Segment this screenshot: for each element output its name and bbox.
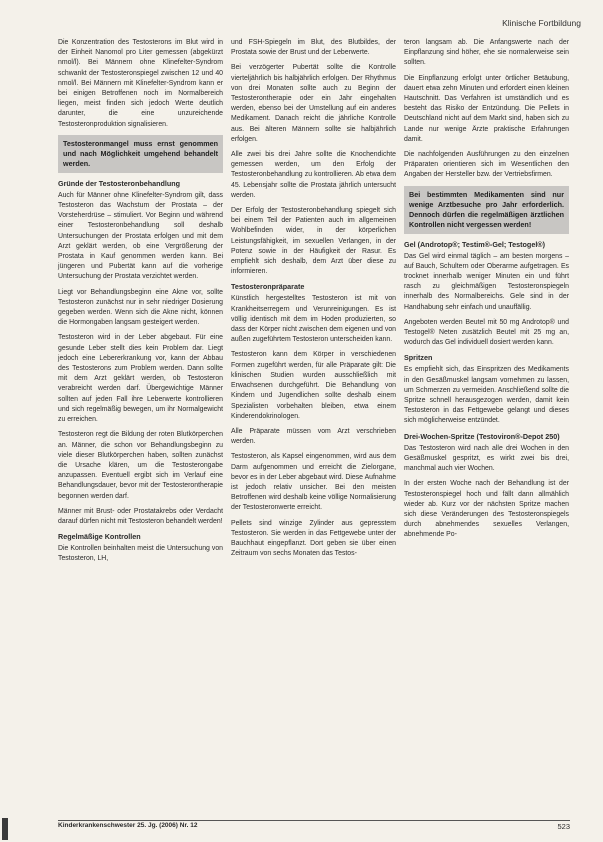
paragraph: Das Gel wird einmal täglich – am besten morgens – auf Bauch, Schultern oder Oberarme aufgetragen. Es trocknet innerhalb weniger Minuten ein und führt rasch zu gleichmäßigen Testosteronspiegeln innerhalb des Normalbereichs. Gele sind in der Handhabung sehr einfach und unauffällig. [404, 252, 569, 311]
paragraph: und FSH-Spiegeln im Blut, des Blutbildes, der Prostata sowie der Brust und der Leberwerte. [231, 39, 396, 57]
paragraph: Liegt vor Behandlungsbeginn eine Akne vor, sollte Testosteron zunächst nur in sehr niedriger Dosierung gegeben werden. Wenn sich die Akne nicht, können die Hormongaben langsam gesteigert werden. [58, 288, 223, 327]
paragraph: Pellets sind winzige Zylinder aus gepresstem Testosteron. Sie werden in das Fettgewebe unter der Bauchhaut eingepflanzt. Dort geben sie über einen Zeitraum von sechs Monaten das Testos- [231, 519, 396, 558]
paragraph: In der ersten Woche nach der Behandlung ist der Testosteronspiegel hoch und fällt dann allmählich wieder ab. Kurz vor der nächsten Spritze machen sich diese Veränderungen des Testosteronspiegels durch abnehmendes sexuelles Verlangen, abnehmende Po- [404, 480, 569, 539]
paragraph: Männer mit Brust- oder Prostatakrebs oder Verdacht darauf dürfen nicht mit Testosteron behandelt werden! [58, 507, 223, 525]
paragraph: Alle Präparate müssen vom Arzt verschrieben werden. [231, 427, 396, 446]
highlight-box [58, 135, 223, 173]
paragraph: Die nachfolgenden Ausführungen zu den einzelnen Präparaten orientieren sich im Wesentlichen den Angaben der Hersteller bzw. der Vertriebsfirmen. [404, 151, 569, 179]
column-3 [404, 38, 569, 546]
subheading: Gel (Androtop®; Testim®-Gel; Testogel®) [404, 239, 546, 249]
scan-edge-mark [2, 818, 8, 840]
paragraph: Es empfiehlt sich, das Einspritzen des Medikaments in den Gesäßmuskel langsam vornehmen zu lassen, um Schmerzen zu vermeiden. Anschließend sollte die Spritze schnell herausgezogen werden, damit kein Testosteron in das Fettgewebe gelangt und dieses sich möglicherweise entzündet. [404, 366, 569, 425]
paragraph: Angeboten werden Beutel mit 50 mg Androtop® und Testogel® Neten zusätzlich Beutel mit 25 mg an, wodurch das Gel individuell dosiert werden kann. [404, 318, 569, 347]
paragraph: teron langsam ab. Die Anfangswerte nach der Einpflanzung sind höher, ehe sie normalerweise sein sollten. [404, 39, 569, 67]
paragraph: Testosteron, als Kapsel eingenommen, wird aus dem Darm aufgenommen und erreicht die Zielorgane, bevor es in der Leber abgebaut wird. Diese Aufnahme ist jedoch relativ unsicher. Bei den meisten Betroffenen wird deshalb keine völlige Normalisierung der Testosteronwerte erreicht. [231, 453, 396, 512]
paragraph: Testosteron wird in der Leber abgebaut. Für eine gesunde Leber stellt dies kein Problem dar. Liegt jedoch eine Lebererkrankung vor, kann der Abbau des Testosterons zum Problem werden. Dann sollte mit dem Arzt geklärt werden, ob Testosteron verabreicht werden darf. Übergewichtige Männer sollten auf jeden Fall ihre Leberwerte kontrollieren und sich regelmäßig bewegen, um ihr Normalgewicht zu erreichen. [58, 334, 223, 424]
paragraph: Künstlich hergestelltes Testosteron ist mit von Krankheitserregern und Verunreinigungen. Es ist völlig identisch mit dem im Hoden produzierten, so dass der Körper nicht zwischen dem eigenen und von außen zugeführtem Testosteron unterscheiden kann. [231, 295, 396, 344]
highlight-box [404, 186, 569, 234]
subheading: Drei-Wochen-Spritze (Testoviron®-Depot 250) [404, 431, 560, 441]
paragraph: Testosteron kann dem Körper in verschiedenen Formen zugeführt werden, für alle Präparate gilt: Die klinischen Studien wurden ausschließlich mit Erwachsenen durchgeführt. Die Behandlung von Kindern und Jugendlichen sollte deshalb einem Spezialisten vorbehalten bleiben, etwa einem Kinderendokrinologen. [231, 351, 396, 420]
subheading: Regelmäßige Kontrollen [58, 532, 141, 542]
subheading: Spritzen [404, 353, 433, 363]
paragraph: Alle zwei bis drei Jahre sollte die Knochendichte gemessen werden, um den Erfolg der Testosteronbehandlung zu kontrollieren. Ab etwa dem 45. Lebensjahr sollte die Prostata jährlich untersucht werden. [231, 151, 396, 199]
paragraph: Testosteron regt die Bildung der roten Blutkörperchen an. Männer, die schon vor Behandlungsbeginn zu viele dieser Blutkörperchen haben, sollten zunächst die Ursache klären, um die Testosterongabe anzupassen. Eventuell ergibt sich im Verlauf eine Behandlungsdauer, bevor mit der Testosterontherapie begonnen werden darf. [58, 431, 223, 500]
paragraph: Das Testosteron wird nach alle drei Wochen in den Gesäßmuskel gespritzt, es wirkt zwei bis drei, manchmal auch vier Wochen. [404, 444, 569, 473]
paragraph: Der Erfolg der Testosteronbehandlung spiegelt sich bei einem Teil der Patienten auch im allgemeinen Wohlbefinden wider, in der körperlichen Leistungsfähigkeit, im sexuellen Verlangen, in der Potenz sowie in der Häufigkeit der Rasur. Es empfiehlt sich deshalb, dem Arzt über diese zu informieren. [231, 207, 396, 276]
column-2 [231, 38, 396, 564]
paragraph: Auch für Männer ohne Klinefelter-Syndrom gilt, dass Testosteron das Wachstum der Prostata – der Vorsteherdrüse – stimuliert. Vor Beginn und während einer Testosteronbehandlung soll deshalb Untersuchungen der Prostata erfolgen und mit dem Arzt geklärt werden, ob eine Vergrößerung der Prostata in Kauf genommen werden kann. Bei jüngeren und Pubertät kann auf die vorherige Untersuchung der Prostata verzichtet werden. [58, 191, 223, 281]
paragraph: Die Konzentration des Testosterons im Blut wird in der Einheit Nanomol pro Liter gemessen (abgekürzt nmol/l). Bei Männern ohne Klinefelter-Syndrom schwankt der Testosteronspiegel zwischen 12 und 40 nmol/l. Bei Männern mit Klinefelter-Syndrom kann er bei einigen Betroffenen noch im Normalbereich liegen, meist finden sich jedoch Werte deutlich darunter, die eine unzureichende Testosteronproduktion signalisieren. [58, 39, 223, 128]
journal-citation: Kinderkrankenschwester 25. Jg. (2006) Nr. 12 [58, 822, 198, 829]
paragraph: Die Kontrollen beinhalten meist die Untersuchung von Testosteron, LH, [58, 545, 223, 563]
column-1 [58, 38, 223, 570]
paragraph: Die Einpflanzung erfolgt unter örtlicher Betäubung, dauert etwa zehn Minuten und erfordert einen kleinen Hautschnitt. Das Verfahren ist umständlich und es besteht das Risiko der Entzündung. Die Pellets in Deutschland nicht auf dem Markt sind, haben sich zu Lande nur wenige Ärzte praktische Erfahrungen damit. [404, 74, 569, 143]
page-number: 523 [557, 822, 570, 831]
highlight-text: Bei bestimmten Medikamenten sind nur wenige Arztbesuche pro Jahr erforderlich. Dennoch dürfen die regelmäßigen ärztlichen Kontrollen nicht vergessen werden! [409, 189, 564, 229]
section-header: Klinische Fortbildung [502, 18, 581, 28]
subheading: Gründe der Testosteronbehandlung [58, 178, 181, 188]
highlight-text: Testosteronmangel muss ernst genommen und nach Möglichkeit umgehend behandelt werden. [63, 138, 218, 168]
subheading: Testosteronpräparate [231, 282, 305, 292]
paragraph: Bei verzögerter Pubertät sollte die Kontrolle vierteljährlich bis halbjährlich erfolgen. Der Rhythmus von drei Monaten sollte auch zu Beginn der Testosterontherapie oder ein Jahr eingehalten werden, ebenso bei der Umstellung auf ein anderes Medikament. Danach reicht die jährliche Kontrolle aus. Bei älteren Männern sollte sie halbjährlich erfolgen. [231, 64, 396, 143]
footer-divider [58, 820, 570, 821]
